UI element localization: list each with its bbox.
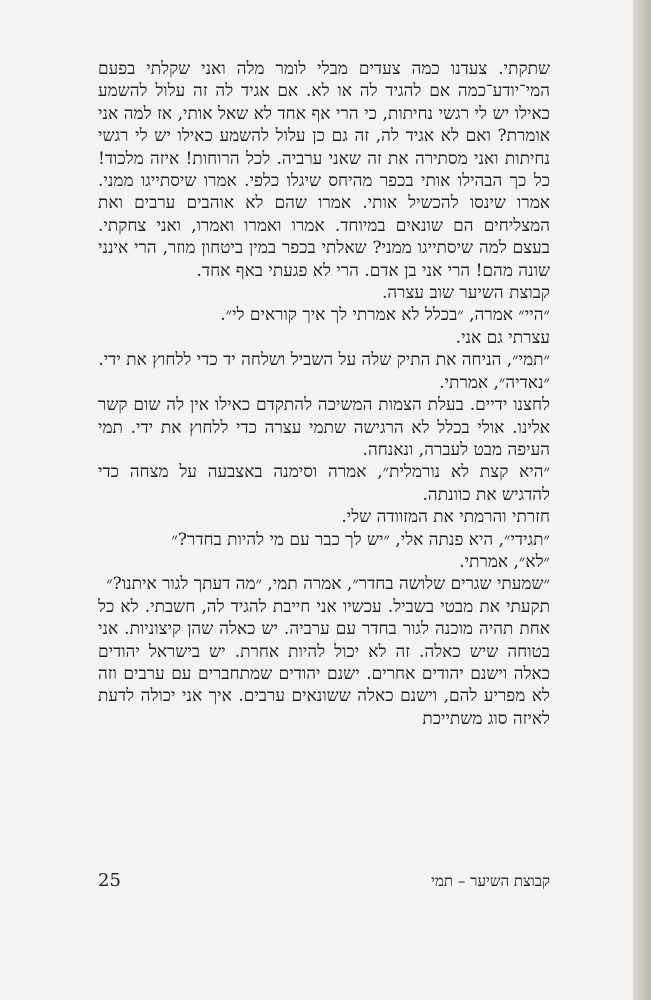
- paragraph-9: חזרתי והרמתי את המזוודה שלי.: [341, 507, 550, 528]
- paragraph-5: ״תמי״, הניחה את התיק שלה על השביל ושלחה יד כדי ללחוץ את ידי.: [98, 350, 550, 371]
- paragraph-1: שתקתי. צעדנו כמה צעדים מבלי לומר מלה ואני שקלתי בפעם המי־יודע־כמה אם להגיד לה או לא. אם אגיד לה זה עלול להשמע כאילו יש לי רגשי נחיתות, כי הרי אף אחד לא שאל אותי, אז למה אני אומרת? ואם לא אגיד לה, זה גם כן עלול להשמע כאילו יש לי רגשי נחיתות ואני מסתירה את זה שאני ערביה. לכל הרוחות! איזה מלכוד! כל כך הבהילו אותי בכפר מהיחס שיגלו כלפי. אמרו שיסתייגו ממני. אמרו שינסו להכשיל אותי. אמרו שהם לא אוהבים ערבים ואת המצליחים הם שונאים במיוחד. אמרו ואמרו ואמרו, ואני צחקתי. בעצם למה שיסתייגו ממני? שאלתי בכפר במין ביטחון מוזר, הרי אינני שונה מהם! הרי אני בן אדם. הרי לא פגעתי באף אחד.: [98, 59, 550, 281]
- page-edge: [633, 0, 651, 1000]
- paragraph-11: ״לא״, אמרתי.: [459, 551, 550, 572]
- paragraph-3: ״היי״ אמרה, ״בכלל לא אמרתי לך איך קוראים לי״.: [220, 305, 550, 326]
- paragraph-7: לחצנו ידיים. בעלת הצמות המשיכה להתקדם כאילו אין לה שום קשר אלינו. אולי בכלל לא הרגישה שתמי עצרה כדי ללחוץ את ידי. תמי העיפה מבט לעברה, ונאנחה.: [98, 395, 550, 460]
- paragraph-10: ״תגידי״, היא פנתה אלי, ״יש לך כבר עם מי להיות בחדר?״: [171, 529, 550, 550]
- page-number: 25: [98, 870, 121, 891]
- paragraph-2: קבוצת השיער שוב עצרה.: [381, 283, 550, 304]
- paragraph-4: עצרתי גם אני.: [455, 327, 550, 348]
- paragraph-12: ״שמעתי שגרים שלושה בחדר״, אמרה תמי, ״מה דעתך לגור איתנו?״: [106, 574, 550, 595]
- page-footer: [98, 872, 550, 894]
- paragraph-6: ״נאדיה״, אמרתי.: [439, 372, 550, 393]
- paragraph-13: תקעתי את מבטי בשביל. עכשיו אני חייבת להגיד לה, חשבתי. לא כל אחת תהיה מוכנה לגור בחדר עם ערביה. יש כאלה שהן קיצוניות. אני בטוחה שיש כאלה. זה לא יכול להיות אחרת. יש בישראל יהודים כאלה וישנם יהודים אחרים. ישנם יהודים שמתחברים עם ערבים וזה לא מפריע להם, וישנם כאלה ששונאים ערבים. איך אני יכולה לדעת לאיזה סוג משתייכת: [98, 596, 550, 729]
- running-footer-title: קבוצת השיער – תמי: [431, 872, 550, 890]
- body-text: [98, 58, 550, 730]
- paragraph-8: ״היא קצת לא נורמלית״, אמרה וסימנה באצבעה על מצחה כדי להדגיש את כוונתה.: [98, 462, 550, 505]
